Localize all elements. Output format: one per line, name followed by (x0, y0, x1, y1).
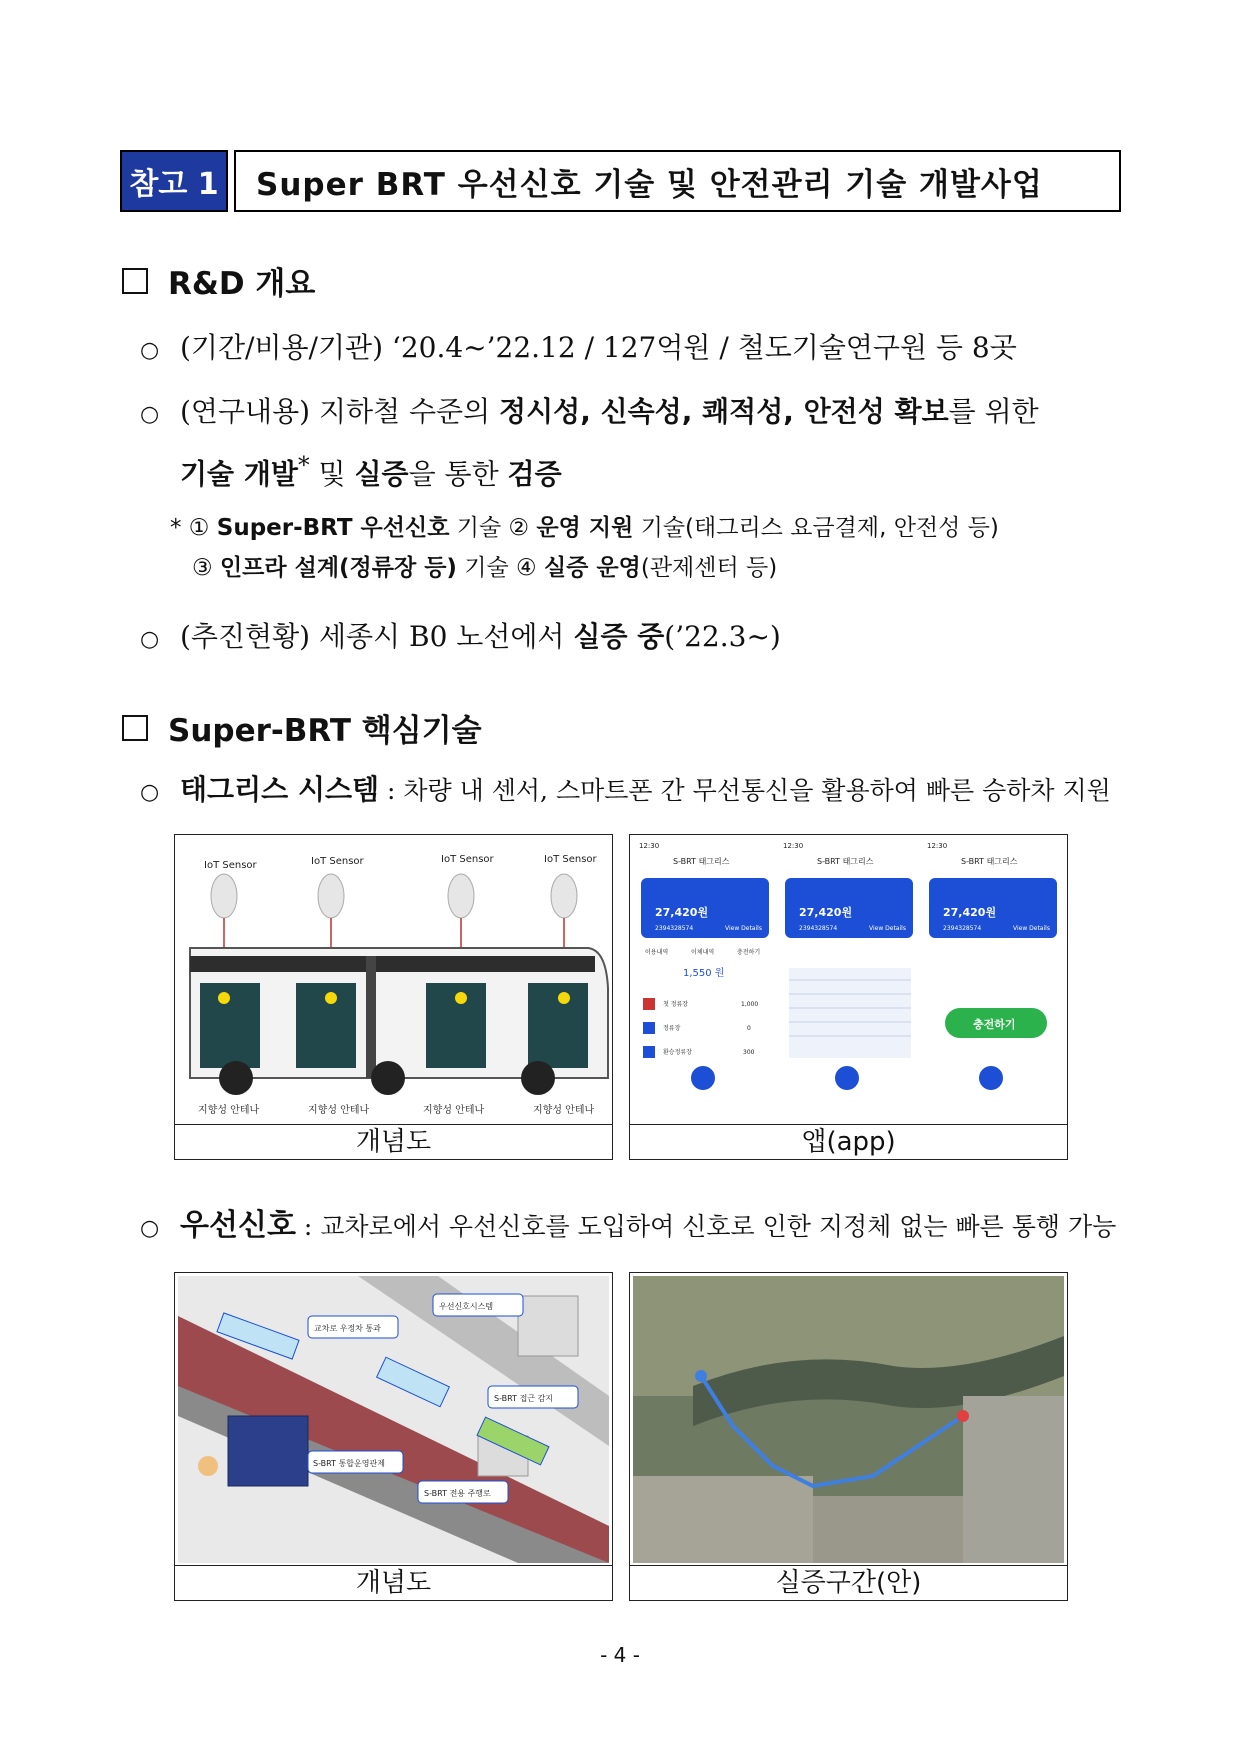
section-rd-overview (122, 258, 315, 303)
svg-text:교차로 우정차 통과: 교차로 우정차 통과 (314, 1324, 381, 1333)
svg-text:12:30: 12:30 (639, 842, 660, 850)
route-start-marker (695, 1370, 707, 1382)
checkbox-square-icon (122, 268, 148, 294)
svg-text:12:30: 12:30 (927, 842, 948, 850)
svg-text:2394328574: 2394328574 (943, 925, 982, 932)
research-bold: 실증 (354, 457, 409, 491)
svg-text:1,550 원: 1,550 원 (683, 968, 725, 979)
section-heading: R&D 개요 (168, 266, 316, 302)
title-box (120, 150, 1121, 212)
research-bold: 정시성, 신속성, 쾌적성, 안전성 확보 (499, 395, 949, 428)
antenna-label: 지향성 안테나 (533, 1105, 595, 1116)
circle-bullet-icon: ○ (140, 627, 160, 652)
research-bold: 기술 개발 (180, 457, 298, 491)
tagless-label: 태그리스 시스템 (180, 773, 380, 806)
svg-text:이체내역: 이체내역 (691, 949, 715, 956)
svg-text:27,420원: 27,420원 (655, 906, 709, 919)
priority-label: 우선신호 (180, 1208, 296, 1243)
footnote-line-2: ③ 인프라 설계(정류장 등) 기술 ④ 실증 운영(관제센터 등) (192, 555, 778, 581)
antenna-label: 지향성 안테나 (308, 1105, 370, 1116)
svg-text:충전하기: 충전하기 (737, 949, 761, 956)
section-core-tech (122, 705, 482, 750)
research-text: 지하철 수준의 (310, 395, 500, 428)
figure-bus-concept (174, 834, 613, 1160)
app-screenshots (633, 838, 1064, 1122)
progress-label: (추진현황) (180, 620, 311, 653)
priority-text: : 교차로에서 우선신호를 도입하여 신호로 인한 지정체 없는 빠른 통행 가능 (295, 1212, 1117, 1241)
figure-intersection-concept (174, 1272, 613, 1601)
bus-concept-illustration (178, 838, 609, 1122)
svg-text:우선신호시스템: 우선신호시스템 (439, 1302, 494, 1311)
footnote-star: * (297, 451, 310, 479)
svg-text:View Details: View Details (1013, 925, 1050, 932)
research-text: 를 위한 (948, 395, 1039, 428)
progress-text: (’22.3~) (664, 620, 781, 653)
section-heading: Super-BRT 핵심기술 (168, 713, 482, 749)
svg-text:27,420원: 27,420원 (943, 906, 997, 919)
research-text: 을 통한 (408, 457, 508, 491)
svg-text:2394328574: 2394328574 (799, 925, 838, 932)
svg-text:12:30: 12:30 (783, 842, 804, 850)
figure-caption: 앱(app) (630, 1124, 1067, 1159)
period-label: (기간/비용/기관) (180, 331, 384, 364)
circle-bullet-icon: ○ (140, 338, 160, 363)
reference-tag: 참고 1 (120, 150, 228, 212)
svg-text:정류장: 정류장 (663, 1025, 681, 1032)
satellite-map (633, 1276, 1064, 1563)
tagless-text: : 차량 내 센서, 스마트폰 간 무선통신을 활용하여 빠른 승하차 지원 (379, 776, 1111, 805)
svg-text:환승정류장: 환승정류장 (663, 1049, 692, 1056)
bullet-period (140, 323, 1130, 376)
sensor-label: IoT Sensor (311, 856, 364, 867)
bullet-tagless (140, 765, 1130, 818)
circle-bullet-icon: ○ (140, 1216, 160, 1241)
bullet-research (140, 387, 1130, 499)
svg-text:첫 정류장: 첫 정류장 (663, 1001, 689, 1008)
svg-text:S-BRT 태그리스: S-BRT 태그리스 (961, 857, 1018, 866)
research-label: (연구내용) (180, 395, 311, 428)
sensor-label: IoT Sensor (204, 860, 257, 871)
svg-text:1,000: 1,000 (741, 1001, 759, 1008)
svg-text:2394328574: 2394328574 (655, 925, 694, 932)
footnote-line-1: * ① Super-BRT 우선신호 기술 ② 운영 지원 기술(태그리스 요금결제, 안전성 등) (170, 515, 999, 541)
checkbox-square-icon (122, 715, 148, 741)
figure-caption: 개념도 (175, 1565, 612, 1600)
svg-text:0: 0 (747, 1025, 751, 1032)
svg-text:충전하기: 충전하기 (973, 1018, 1016, 1031)
circle-bullet-icon: ○ (140, 402, 160, 427)
svg-text:View Details: View Details (725, 925, 762, 932)
period-text: ‘20.4~’22.12 / 127억원 / 철도기술연구원 등 8곳 (391, 331, 1017, 364)
svg-text:S-BRT 전용 주행로: S-BRT 전용 주행로 (424, 1489, 491, 1498)
svg-text:이용내역: 이용내역 (645, 949, 669, 956)
progress-text: 세종시 B0 노선에서 (310, 620, 574, 653)
progress-bold: 실증 중 (573, 620, 665, 653)
antenna-label: 지향성 안테나 (423, 1105, 485, 1116)
research-text: 및 (309, 457, 355, 491)
circle-bullet-icon: ○ (140, 780, 160, 805)
svg-text:S-BRT 태그리스: S-BRT 태그리스 (817, 857, 874, 866)
svg-text:27,420원: 27,420원 (799, 906, 853, 919)
route-end-marker (957, 1410, 969, 1422)
svg-text:S-BRT 통합운영관제: S-BRT 통합운영관제 (313, 1459, 385, 1468)
bullet-progress (140, 612, 1130, 665)
antenna-label: 지향성 안테나 (198, 1105, 260, 1116)
bullet-priority-signal (140, 1201, 1130, 1254)
figure-app-screens (629, 834, 1068, 1160)
intersection-illustration (178, 1276, 609, 1563)
sensor-label: IoT Sensor (441, 854, 494, 865)
page-title: Super BRT 우선신호 기술 및 안전관리 기술 개발사업 (234, 150, 1121, 212)
figure-caption: 개념도 (175, 1124, 612, 1159)
svg-text:300: 300 (743, 1049, 755, 1056)
page-number: - 4 - (600, 1643, 640, 1667)
figure-route-map (629, 1272, 1068, 1601)
svg-text:S-BRT 태그리스: S-BRT 태그리스 (673, 857, 730, 866)
svg-text:View Details: View Details (869, 925, 906, 932)
figure-caption: 실증구간(안) (630, 1565, 1067, 1600)
svg-text:S-BRT 접근 감지: S-BRT 접근 감지 (494, 1394, 554, 1403)
research-bold: 검증 (507, 457, 562, 491)
sensor-label: IoT Sensor (544, 854, 597, 865)
